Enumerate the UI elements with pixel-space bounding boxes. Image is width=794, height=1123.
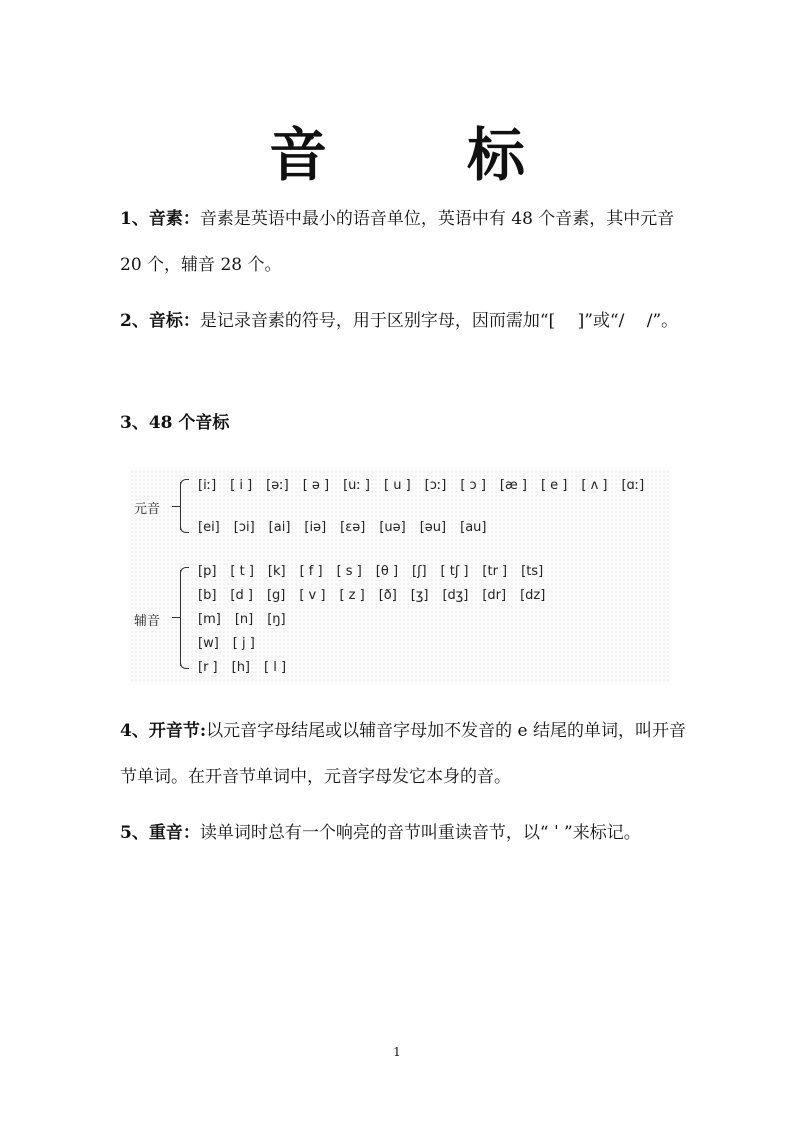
vowel-symbol: [æ ] [499, 478, 527, 493]
consonant-symbol: [ʃ] [412, 564, 427, 579]
vowel-symbol: [ e ] [540, 478, 568, 493]
consonant-symbol: [ tʃ ] [440, 564, 469, 579]
section-text: 以元音字母结尾或以辅音字母加不发音的 e 结尾的单词，叫开音节单词。在开音节单词中，元音字母发它本身的音。 [120, 721, 686, 787]
consonant-brace [180, 570, 181, 666]
vowel-symbol: [ ə ] [302, 478, 330, 493]
consonant-symbol: [tr ] [482, 564, 508, 579]
section-text: 是记录音素的符号，用于区别字母，因而需加“[ ]”或“/ /”。 [199, 311, 679, 331]
vowel-symbol: [ ʌ ] [581, 478, 608, 493]
consonant-row-2 [198, 588, 559, 603]
vowel-symbol: [iə] [304, 520, 327, 535]
consonant-row-5 [198, 660, 300, 675]
consonant-row-1 [198, 564, 557, 579]
vowel-symbol: [ɑː] [621, 478, 645, 493]
vowel-symbol: [uə] [379, 520, 406, 535]
vowel-row-2 [198, 520, 500, 535]
consonant-symbol: [θ ] [375, 564, 399, 579]
vowel-symbol: [əu] [419, 520, 447, 535]
title-char-2: 标 [467, 121, 526, 189]
vowel-symbol: [iː] [198, 478, 217, 493]
consonant-symbol: [ v ] [299, 588, 326, 603]
section-2 [120, 298, 690, 344]
consonant-symbol: [dʒ] [442, 588, 469, 603]
consonant-symbol: [n] [234, 612, 254, 627]
vowel-symbol: [ i ] [230, 478, 253, 493]
consonant-symbol: [ l ] [264, 660, 287, 675]
consonant-symbol: [ s ] [336, 564, 362, 579]
consonant-symbol: [b] [198, 588, 217, 603]
title-char-1: 音 [268, 121, 327, 189]
section-heading: 5、重音： [120, 823, 200, 843]
section-3 [120, 400, 690, 446]
vowel-symbol: [ u ] [384, 478, 411, 493]
consonant-symbol: [ j ] [232, 636, 255, 651]
vowel-symbol: [ai] [268, 520, 291, 535]
section-heading: 2、音标： [120, 311, 200, 331]
consonant-symbol: [ð] [378, 588, 397, 603]
section-heading: 1、音素： [120, 209, 200, 229]
consonant-symbol: [ʒ] [410, 588, 429, 603]
consonant-row-3 [198, 612, 300, 627]
vowel-row-1 [198, 478, 658, 493]
consonant-symbol: [ f ] [299, 564, 323, 579]
consonant-symbol: [ts] [521, 564, 544, 579]
page-title [0, 108, 794, 192]
vowel-label: 元音 [134, 502, 161, 517]
consonant-label: 辅音 [134, 614, 161, 629]
section-text: 读单词时总有一个响亮的音节叫重读音节，以“ ˈ ”来标记。 [199, 823, 641, 843]
consonant-symbol: [r ] [198, 660, 218, 675]
vowel-symbol: [ɛə] [340, 520, 366, 535]
vowel-symbol: [uː ] [343, 478, 371, 493]
page-number: 1 [393, 1045, 401, 1059]
vowel-brace [180, 482, 181, 530]
consonant-symbol: [ t ] [230, 564, 254, 579]
vowel-symbol: [ ɔ ] [460, 478, 486, 493]
consonant-symbol: [p] [198, 564, 217, 579]
section-5 [120, 810, 690, 856]
section-text: 音素是英语中最小的语音单位，英语中有 48 个音素，其中元音 20 个，辅音 28 个。 [120, 209, 675, 275]
vowel-symbol: [ɔː] [424, 478, 447, 493]
consonant-symbol: [d ] [230, 588, 253, 603]
vowel-symbol: [au] [460, 520, 487, 535]
consonant-row-4 [198, 636, 269, 651]
section-heading: 3、48 个音标 [120, 413, 230, 433]
section-1 [120, 196, 690, 288]
vowel-symbol: [ei] [198, 520, 220, 535]
consonant-symbol: [m] [198, 612, 221, 627]
ipa-chart [130, 470, 670, 682]
consonant-symbol: [k] [267, 564, 286, 579]
consonant-symbol: [ŋ] [267, 612, 286, 627]
section-heading: 4、开音节: [120, 721, 207, 741]
section-4 [120, 708, 690, 800]
vowel-symbol: [əː] [266, 478, 289, 493]
consonant-symbol: [ z ] [339, 588, 365, 603]
consonant-symbol: [h] [231, 660, 251, 675]
vowel-symbol: [ɔi] [233, 520, 255, 535]
consonant-symbol: [w] [198, 636, 219, 651]
consonant-symbol: [dz] [520, 588, 546, 603]
consonant-symbol: [g] [266, 588, 286, 603]
consonant-symbol: [dr] [482, 588, 507, 603]
